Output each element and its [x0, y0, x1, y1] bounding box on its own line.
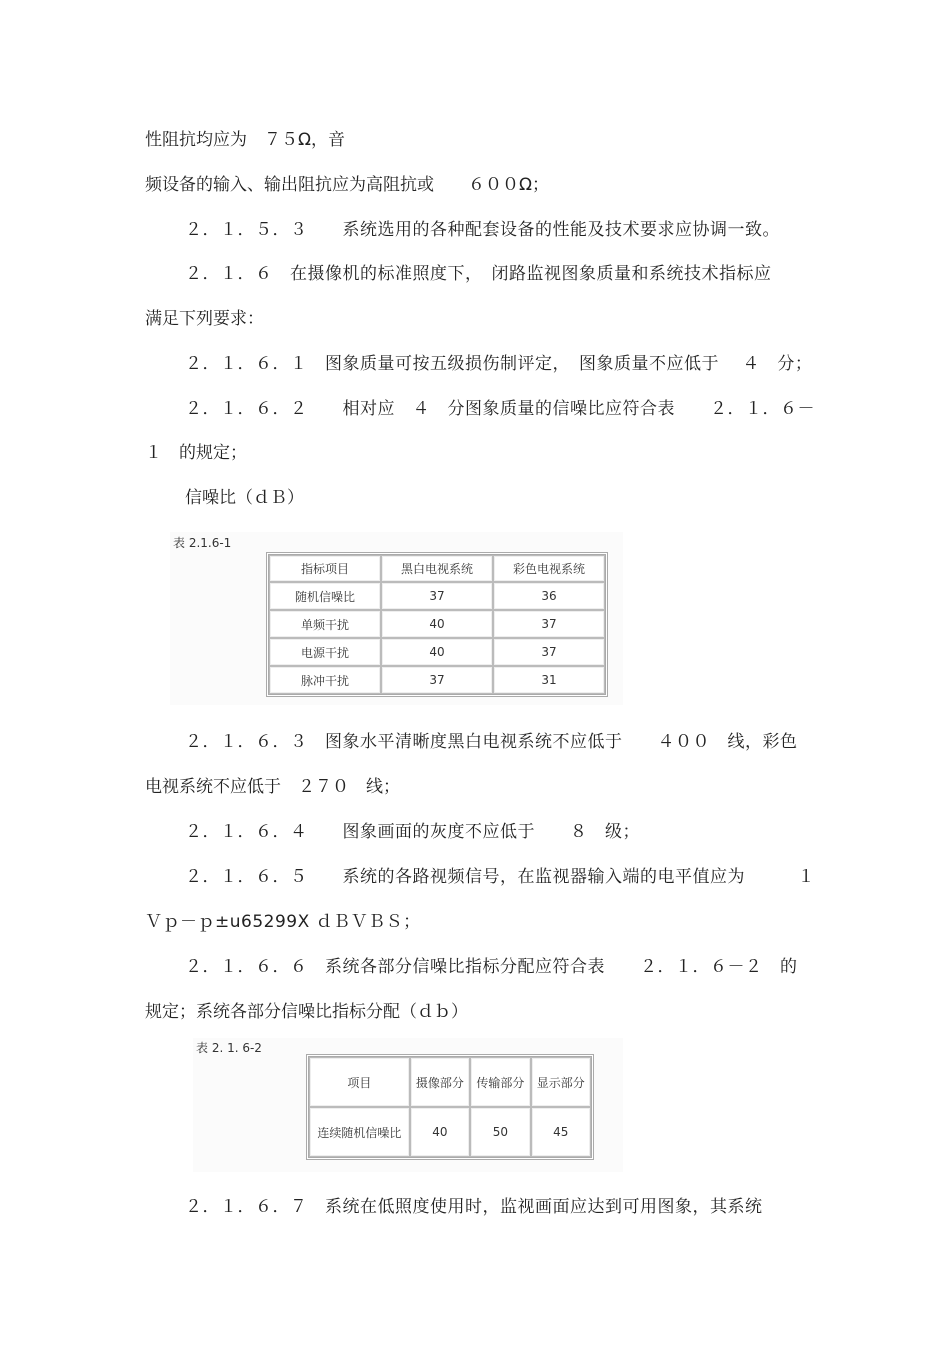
text-line: 电视系统不应低于 ２７０ 线； [145, 777, 400, 797]
table-image-2-1-6-1 [170, 532, 623, 705]
table-cell: 31 [493, 666, 605, 694]
text-line: ２．１．６．１ 图象质量可按五级损伤制评定， 图象质量不应低于 ４ 分； [185, 354, 813, 374]
text-line: ２．１．６．２ 相对应 ４ 分图象质量的信噪比应符合表 ２．１．６－ [185, 399, 815, 419]
text-line: Ｖｐ－ｐ±u65299X ｄＢＶＢＳ； [145, 912, 421, 932]
text-line: ２．１．６．４ 图象画面的灰度不应低于 ８ 级； [185, 822, 640, 842]
table-cell: 脉冲干扰 [269, 666, 381, 694]
table-header-cell: 项目 [309, 1057, 410, 1107]
table-header-row [269, 555, 605, 582]
table-row [269, 666, 605, 694]
table-cell: 37 [493, 638, 605, 666]
table-cell: 40 [381, 638, 493, 666]
table-cell: 36 [493, 582, 605, 610]
text-line: ２．１．６．７ 系统在低照度使用时，监视画面应达到可用图象，其系统 [185, 1197, 763, 1217]
snr-table [266, 552, 608, 697]
table-cell: 电源干扰 [269, 638, 381, 666]
text-line: 频设备的输入、输出阻抗应为高阻抗或 ６００Ω； [145, 175, 549, 195]
table-row [269, 610, 605, 638]
table-image-2-1-6-2 [193, 1038, 623, 1172]
table-cell: 37 [381, 582, 493, 610]
table-caption: 表 2.1.6-1 [173, 536, 232, 550]
text-line: １ 的规定； [145, 443, 247, 463]
table-cell: 40 [410, 1107, 470, 1157]
table-header-cell: 显示部分 [531, 1057, 591, 1107]
table-header-row [309, 1057, 591, 1107]
table-caption: 表 2. 1. 6-2 [196, 1041, 262, 1055]
text-line: ２．１．６．５ 系统的各路视频信号，在监视器输入端的电平值应为 １ [185, 867, 815, 887]
text-line: 性阻抗均应为 ７５Ω，音 [145, 130, 345, 150]
table-header-cell: 传输部分 [470, 1057, 530, 1107]
table-header-cell: 彩色电视系统 [493, 555, 605, 582]
table-row [309, 1107, 591, 1157]
text-line: 满足下列要求： [145, 309, 264, 329]
text-line: ２．１．６．６ 系统各部分信噪比指标分配应符合表 ２．１．６－２ 的 [185, 957, 798, 977]
table-header-cell: 黑白电视系统 [381, 555, 493, 582]
table-cell: 连续随机信噪比 [309, 1107, 410, 1157]
text-line: ２．１．６．３ 图象水平清晰度黑白电视系统不应低于 ４００ 线，彩色 [185, 732, 798, 752]
text-line: 规定；系统各部分信噪比指标分配（ｄｂ） [145, 1002, 468, 1022]
text-line: ２．１．５．３ 系统选用的各种配套设备的性能及技术要求应协调一致。 [185, 220, 780, 240]
text-line: ２．１．６ 在摄像机的标准照度下， 闭路监视图象质量和系统技术指标应 [185, 264, 772, 284]
text-line: 信噪比（ｄＢ） [185, 488, 304, 508]
table-header-cell: 指标项目 [269, 555, 381, 582]
table-cell: 45 [531, 1107, 591, 1157]
table-cell: 37 [493, 610, 605, 638]
snr-allocation-table [306, 1054, 594, 1160]
table-row [269, 638, 605, 666]
table-cell: 单频干扰 [269, 610, 381, 638]
table-row [269, 582, 605, 610]
table-header-cell: 摄像部分 [410, 1057, 470, 1107]
table-cell: 50 [470, 1107, 530, 1157]
table-cell: 40 [381, 610, 493, 638]
table-cell: 随机信噪比 [269, 582, 381, 610]
table-cell: 37 [381, 666, 493, 694]
